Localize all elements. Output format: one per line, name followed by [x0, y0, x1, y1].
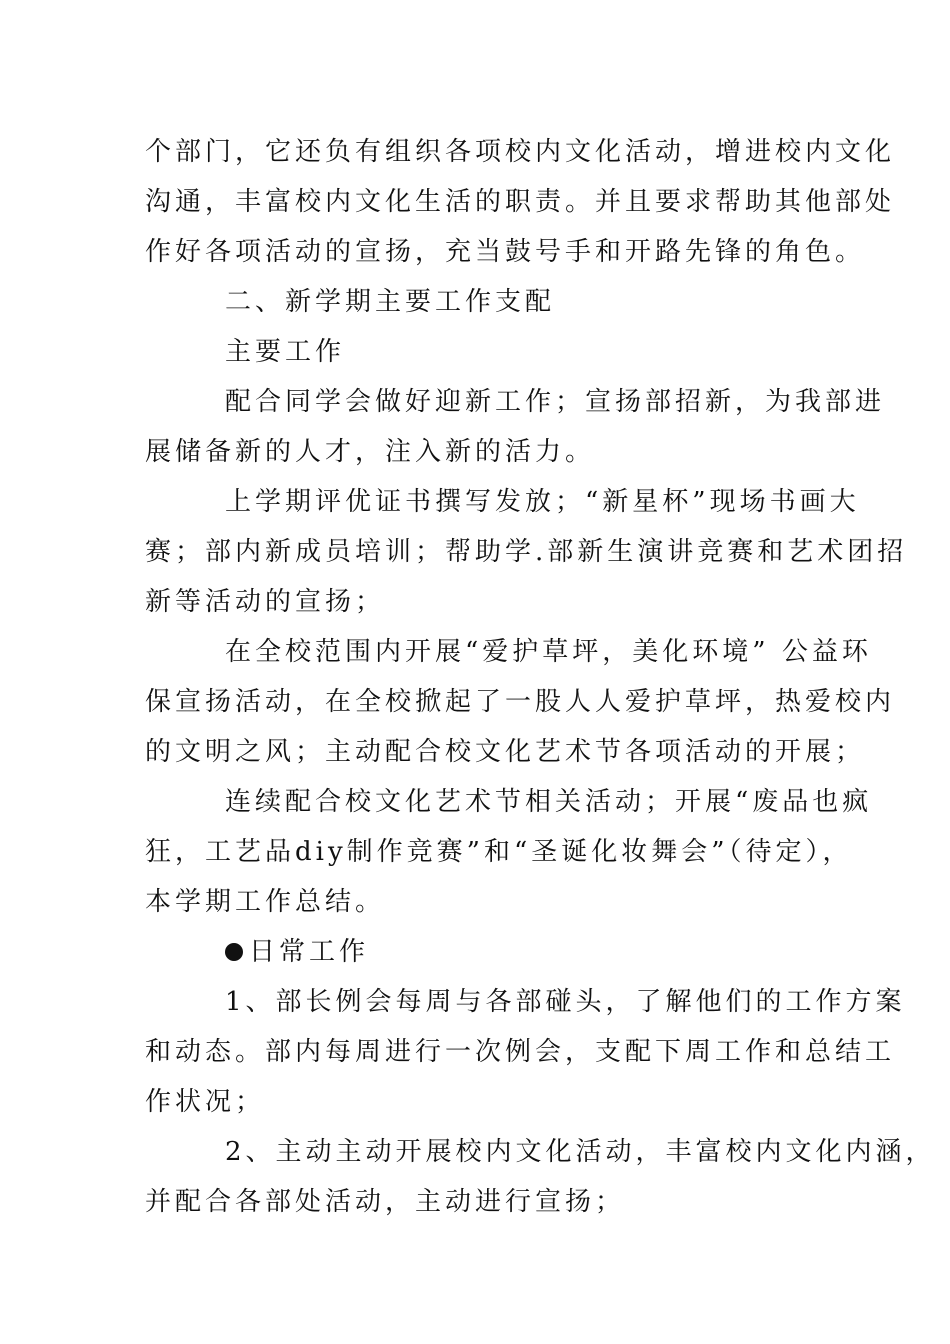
bullet-heading [225, 936, 825, 968]
paragraph-line: 连续配合校文化艺术节相关活动；开展“废品也疯 [225, 787, 873, 817]
paragraph-line: 2、主动主动开展校内文化活动，丰富校内文化内涵， [225, 1137, 936, 1167]
paragraph-line: 和动态。部内每周进行一次例会，支配下周工作和总结工 [145, 1037, 896, 1067]
paragraph-line: 上学期评优证书撰写发放；“新星杯”现场书画大 [225, 487, 860, 517]
paragraph-line: 并配合各部处活动，主动进行宣扬； [145, 1187, 626, 1217]
paragraph-line: 展储备新的人才，注入新的活力。 [145, 437, 596, 467]
section-heading: 二、新学期主要工作支配 [225, 287, 556, 317]
paragraph-line: 赛；部内新成员培训；帮助学.部新生演讲竞赛和艺术团招 [145, 537, 908, 567]
bullet-heading-label: 日常工作 [249, 937, 370, 967]
paragraph-line: 1、部长例会每周与各部碰头，了解他们的工作方案 [225, 987, 906, 1017]
paragraph-line: 在全校范围内开展“爱护草坪，美化环境” 公益环 [225, 637, 872, 667]
paragraph-line: 沟通，丰富校内文化生活的职责。并且要求帮助其他部处 [145, 187, 896, 217]
paragraph-line: 本学期工作总结。 [145, 887, 386, 917]
paragraph-line: 的文明之风；主动配合校文化艺术节各项活动的开展； [145, 737, 866, 767]
paragraph-line: 配合同学会做好迎新工作；宣扬部招新，为我部进 [225, 387, 886, 417]
paragraph-line: 保宣扬活动，在全校掀起了一股人人爱护草坪，热爱校内 [145, 687, 896, 717]
paragraph-line: 新等活动的宣扬； [145, 587, 386, 617]
paragraph-line: 狂，工艺品diy制作竞赛”和“圣诞化妆舞会”（待定）， [145, 837, 853, 867]
paragraph-line: 个部门，它还负有组织各项校内文化活动，增进校内文化 [145, 137, 896, 167]
paragraph-line: 作好各项活动的宣扬，充当鼓号手和开路先锋的角色。 [145, 237, 866, 267]
subsection-heading: 主要工作 [225, 337, 346, 367]
bullet-icon [225, 943, 243, 961]
paragraph-line: 作状况； [145, 1087, 266, 1117]
